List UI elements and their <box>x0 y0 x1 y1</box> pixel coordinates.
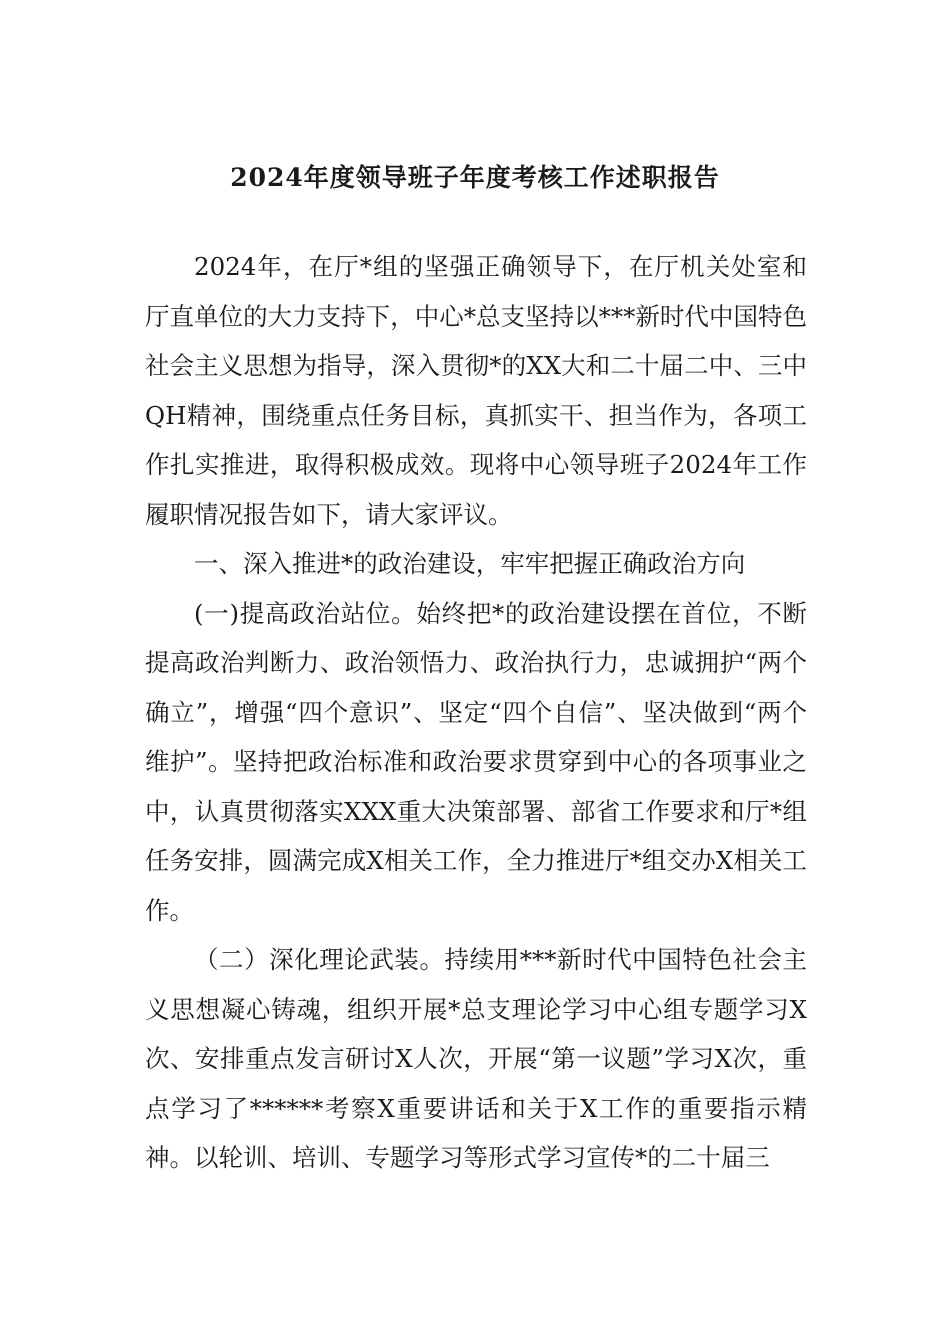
subsection-paragraph-1: (一)提高政治站位。始终把*的政治建设摆在首位，不断提高政治判断力、政治领悟力、政治执行力，忠诚拥护“两个确立”，增强“四个意识”、坚定“四个自信”、坚决做到“两个维护”。坚持把政治标准和政治要求贯穿到中心的各项事业之中，认真贯彻落实XXX重大决策部署、部省工作要求和厅*组任务安排，圆满完成X相关工作，全力推进厅*组交办X相关工作。 <box>145 598 807 925</box>
subsection-paragraph-2: （二）深化理论武装。持续用***新时代中国特色社会主义思想凝心铸魂，组织开展*总支理论学习中心组专题学习X次、安排重点发言研讨X人次，开展“第一议题”学习X次，重点学习了******考察X重要讲话和关于X工作的重要指示精神。以轮训、培训、专题学习等形式学习宣传*的二十届三 <box>145 945 807 1172</box>
intro-paragraph: 2024年，在厅*组的坚强正确领导下，在厅机关处室和厅直单位的大力支持下，中心*总支坚持以***新时代中国特色社会主义思想为指导，深入贯彻*的XX大和二十届二中、三中QH精神，围绕重点任务目标，真抓实干、担当作为，各项工作扎实推进，取得积极成效。现将中心领导班子2024年工作履职情况报告如下，请大家评议。 <box>145 252 807 529</box>
section-heading-1: 一、深入推进*的政治建设，牢牢把握正确政治方向 <box>194 549 746 578</box>
document-body <box>145 242 807 1183</box>
document-title: 2024年度领导班子年度考核工作述职报告 <box>230 163 720 192</box>
